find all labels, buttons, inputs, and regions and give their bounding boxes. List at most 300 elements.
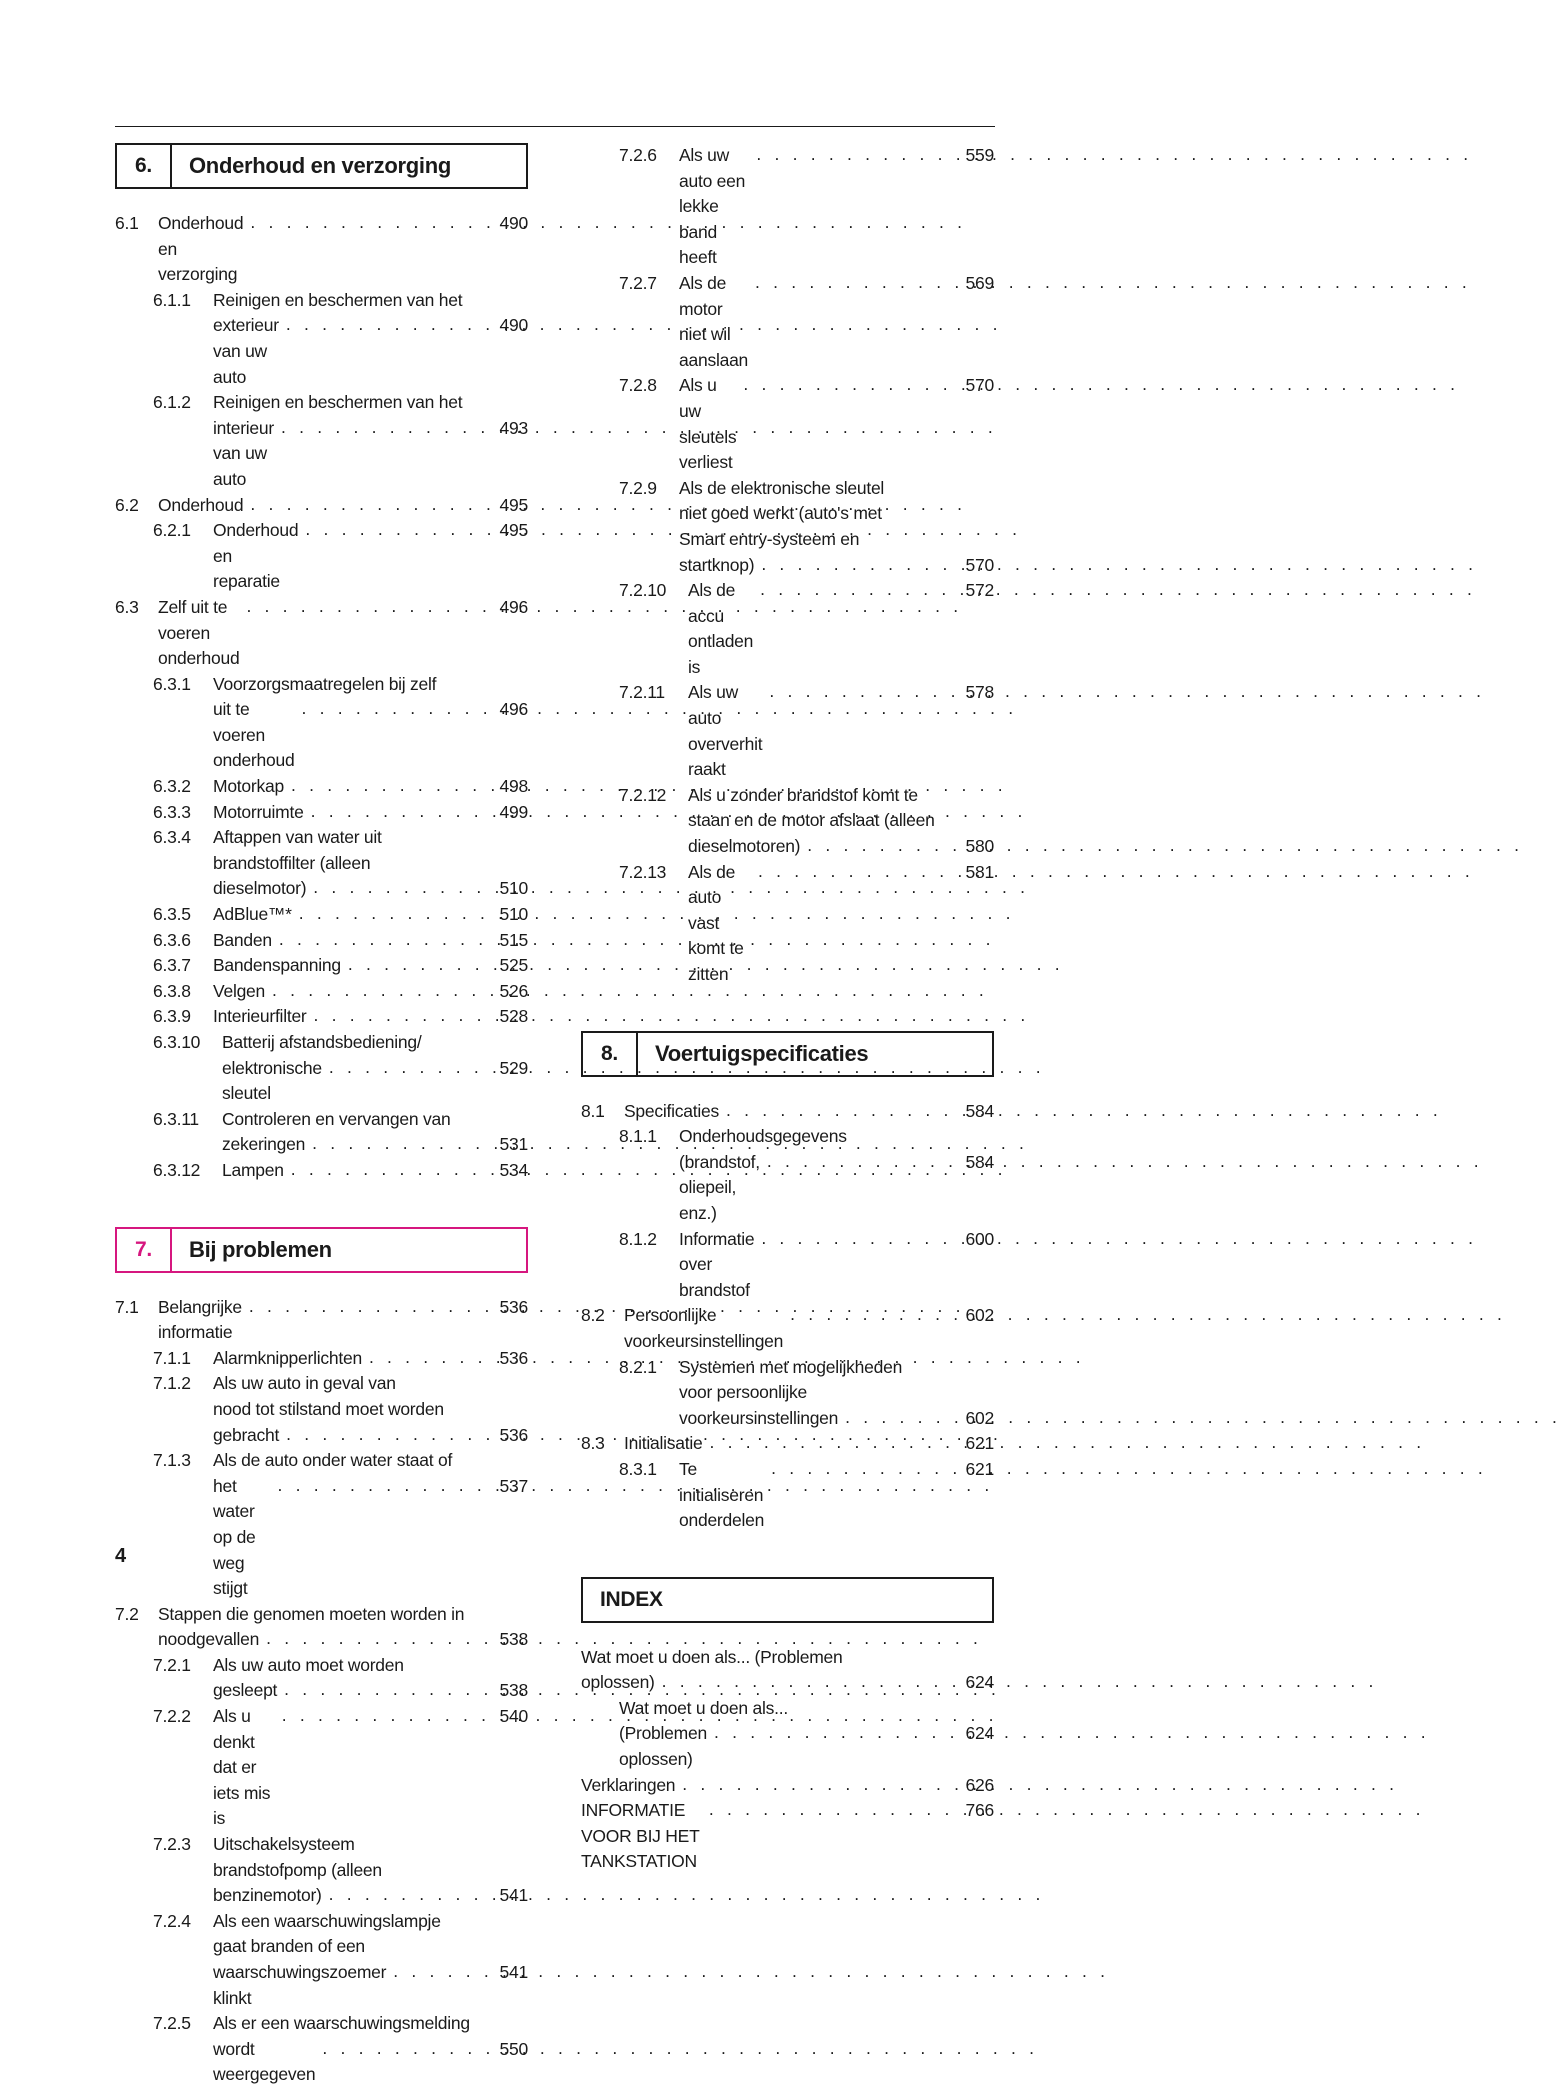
- dot-leader: [709, 1430, 958, 1456]
- toc-entry[interactable]: [115, 1346, 528, 1372]
- toc-entry-number: 6.1: [115, 213, 139, 233]
- toc-page-number: 580: [965, 836, 994, 857]
- toc-entry-line: [213, 876, 528, 902]
- dot-leader: [314, 1003, 492, 1029]
- toc-entry[interactable]: [115, 211, 528, 288]
- toc-entry-number: 6.2: [115, 494, 139, 515]
- toc-entry-label: Interieurfilter: [213, 1006, 307, 1027]
- dot-leader: [756, 142, 958, 168]
- toc-entry-number: 8.3: [581, 1433, 605, 1454]
- toc-entry-number: 6.3.3: [153, 801, 191, 822]
- dot-leader: [771, 1456, 958, 1482]
- toc-entry-label: Zelf uit te voeren onderhoud: [158, 596, 240, 669]
- toc-entry-body: [158, 211, 528, 288]
- toc-entry[interactable]: [115, 672, 528, 774]
- toc-entry[interactable]: [115, 2011, 528, 2088]
- toc-entry-line: [213, 1678, 528, 1704]
- toc-entry-line: [213, 1960, 528, 2011]
- toc-entry-label: Onderhoudsgegevens: [679, 1126, 847, 1147]
- toc-entry-line: [213, 902, 528, 928]
- toc-entry-line: [222, 1132, 528, 1158]
- dot-leader: [755, 270, 958, 296]
- toc-entry-label: Persoonlijke voorkeursinstellingen: [624, 1305, 784, 1351]
- toc-entry-line: [158, 595, 528, 672]
- toc-page-number: 624: [965, 1672, 994, 1693]
- toc-entry-line: [581, 1773, 994, 1799]
- toc-entry[interactable]: [115, 1448, 528, 1602]
- toc-entry-body: [581, 1798, 994, 1875]
- toc-entry-line: [213, 390, 528, 416]
- dot-leader: [767, 1149, 958, 1175]
- dot-leader: [760, 577, 958, 603]
- dot-leader: [393, 1959, 492, 1985]
- toc-page-number: 526: [499, 980, 528, 1001]
- toc-entry[interactable]: [115, 1030, 528, 1107]
- toc-page-number: 600: [965, 1228, 994, 1249]
- toc-entry[interactable]: [115, 1832, 528, 1909]
- dot-leader: [662, 1669, 958, 1695]
- toc-entry-body: [213, 2011, 528, 2088]
- toc-entry[interactable]: [115, 518, 528, 595]
- toc-entry-number: 7.2.10: [619, 580, 667, 601]
- toc-entry-line: [213, 1004, 528, 1030]
- dot-leader: [286, 1422, 492, 1448]
- chapter-title: Bij problemen: [189, 1236, 332, 1262]
- toc-entry[interactable]: [581, 1457, 994, 1534]
- two-column-layout: [115, 143, 995, 2088]
- toc-page-number: 510: [499, 904, 528, 925]
- toc-entry-number: 6.3.5: [153, 904, 191, 925]
- toc-entry-number: 7.2.1: [153, 1654, 191, 1675]
- toc-entry-line: [213, 1653, 528, 1679]
- toc-list: [115, 1295, 528, 2088]
- toc-page-number: 499: [499, 801, 528, 822]
- toc-entry-label: exterieur van uw auto: [213, 315, 284, 387]
- toc-entry-body: [213, 953, 528, 979]
- toc-entry-number: 6.3.7: [153, 955, 191, 976]
- dot-leader: [246, 594, 492, 620]
- dot-leader: [761, 1226, 958, 1252]
- toc-entry-label: benzinemotor): [213, 1885, 322, 1906]
- toc-entry[interactable]: [581, 578, 994, 680]
- toc-entry-body: [213, 1909, 528, 2011]
- toc-entry-line: [213, 2011, 528, 2037]
- toc-entry-label: Onderhoud en reparatie: [213, 520, 303, 592]
- toc-page-number: 496: [499, 596, 528, 617]
- toc-entry-label: startknop): [679, 554, 755, 575]
- toc-entry-line: [222, 1030, 528, 1056]
- toc-entry[interactable]: [115, 493, 528, 519]
- chapter-heading-box[interactable]: [115, 143, 528, 189]
- toc-entry[interactable]: [115, 1909, 528, 2011]
- toc-page-number: 626: [965, 1774, 994, 1795]
- dot-leader: [279, 927, 492, 953]
- toc-entry-body: [688, 680, 994, 782]
- toc-entry-line: [158, 1627, 528, 1653]
- toc-entry-label: oplossen): [581, 1672, 655, 1693]
- toc-entry-label: interieur van uw auto: [213, 417, 279, 489]
- toc-entry[interactable]: [115, 1653, 528, 1704]
- toc-entry-line: [213, 1704, 528, 1832]
- chapter-number: 7.: [117, 1229, 172, 1271]
- chapter-title: Voertuigspecificaties: [655, 1040, 869, 1066]
- toc-entry-number: 7.1.3: [153, 1450, 191, 1471]
- toc-entry-line: [158, 493, 528, 519]
- toc-entry-number: 7.2.6: [619, 145, 657, 165]
- toc-entry-body: [222, 1107, 528, 1158]
- toc-page-number: 766: [965, 1800, 994, 1821]
- toc-entry-label: Controleren en vervangen van: [222, 1108, 451, 1129]
- toc-entry-body: [688, 578, 994, 680]
- toc-entry-label: gaat branden of een: [213, 1936, 365, 1957]
- toc-page-number: 537: [499, 1475, 528, 1496]
- toc-entry-line: [624, 1099, 994, 1125]
- toc-entry[interactable]: [115, 1158, 528, 1184]
- toc-entry-label: nood tot stilstand moet worden: [213, 1398, 444, 1419]
- toc-entry-label: Als u zonder brandstof komt te: [688, 784, 918, 805]
- toc-page-number: 624: [965, 1723, 994, 1744]
- toc-entry-label: Belangrijke informatie: [158, 1296, 247, 1343]
- dot-leader: [369, 1345, 492, 1371]
- toc-entry-line: [213, 672, 528, 698]
- toc-entry-label: Voorzorgsmaatregelen bij zelf: [213, 673, 437, 694]
- toc-entry-line: [213, 518, 528, 595]
- toc-entry[interactable]: [581, 1099, 994, 1125]
- toc-entry[interactable]: [115, 902, 528, 928]
- toc-entry-body: [213, 1704, 528, 1832]
- toc-page-number: 534: [499, 1159, 528, 1180]
- index-title: INDEX: [600, 1587, 663, 1611]
- toc-entry-line: [688, 578, 994, 680]
- toc-page-number: 538: [499, 1680, 528, 1701]
- dot-leader: [758, 859, 958, 885]
- toc-entry[interactable]: [115, 1295, 528, 1346]
- toc-entry[interactable]: [115, 979, 528, 1005]
- toc-entry-label: Als uw auto oververhit raakt: [688, 682, 767, 780]
- toc-entry-label: Bandenspanning: [213, 955, 341, 976]
- toc-entry-body: [624, 1099, 994, 1125]
- toc-entry-line: [213, 1423, 528, 1449]
- toc-entry-number: 7.2.13: [619, 861, 667, 882]
- toc-entry-label: (brandstof, oliepeil, enz.): [679, 1151, 765, 1223]
- dot-leader: [348, 952, 492, 978]
- toc-entry-label: INFORMATIE VOOR BIJ HET TANKSTATION: [581, 1800, 704, 1872]
- toc-entry-number: 7.2.2: [153, 1706, 191, 1727]
- toc-entry[interactable]: [115, 1371, 528, 1448]
- toc-entry-label: gesleept: [213, 1680, 278, 1701]
- toc-entry-number: 8.1.2: [619, 1228, 657, 1249]
- dot-leader: [682, 1772, 958, 1798]
- dot-leader: [807, 833, 958, 859]
- toc-entry-body: [213, 390, 528, 492]
- toc-entry-line: [213, 288, 528, 314]
- toc-entry[interactable]: [581, 1798, 994, 1875]
- dot-leader: [709, 1797, 958, 1823]
- dot-leader: [322, 2036, 492, 2062]
- toc-entry-label: elektronische sleutel: [222, 1057, 327, 1104]
- toc-entry-label: Informatie over brandstof: [679, 1228, 759, 1300]
- toc-page-number: 495: [499, 520, 528, 541]
- toc-entry-label: brandstofpomp (alleen: [213, 1859, 382, 1880]
- toc-entry-line: [213, 953, 528, 979]
- toc-entry[interactable]: [115, 1704, 528, 1832]
- toc-entry-label: gebracht: [213, 1424, 280, 1445]
- toc-entry-label: het water op de weg stijgt: [213, 1475, 261, 1599]
- toc-entry-number: 8.3.1: [619, 1458, 657, 1479]
- toc-entry-label: Als de auto onder water staat of: [213, 1450, 453, 1471]
- toc-entry-line: [688, 680, 994, 782]
- toc-entry-number: 7.2: [115, 1603, 139, 1624]
- dot-leader: [278, 1473, 492, 1499]
- toc-entry-label: Als de accu ontladen is: [688, 580, 758, 677]
- toc-entry[interactable]: [581, 1773, 994, 1799]
- toc-entry-label: zekeringen: [222, 1134, 306, 1155]
- toc-entry-label: Als een waarschuwingslampje: [213, 1910, 441, 1931]
- toc-entry-label: Systemen met mogelijkheden: [679, 1356, 903, 1377]
- toc-entry-label: AdBlue™*: [213, 904, 292, 925]
- dot-leader: [286, 312, 492, 338]
- index-heading-box[interactable]: [581, 1577, 994, 1623]
- toc-page-number: 572: [965, 580, 994, 601]
- toc-entry-label: voorkeursinstellingen: [679, 1407, 839, 1428]
- toc-entry-line: [158, 1602, 528, 1628]
- toc-entry-body: [213, 1653, 528, 1704]
- toc-entry-line: [679, 1227, 994, 1304]
- toc-entry-body: [679, 143, 994, 271]
- toc-page-number: 493: [499, 417, 528, 438]
- chapter-title: Onderhoud en verzorging: [189, 153, 451, 178]
- toc-entry-line: [213, 1397, 528, 1423]
- toc-entry-number: 8.1.1: [619, 1126, 657, 1147]
- toc-page-number: 541: [499, 1962, 528, 1982]
- toc-page-number: 490: [499, 213, 528, 233]
- header-rule: [115, 126, 995, 127]
- toc-page-number: 602: [965, 1305, 994, 1326]
- toc-entry[interactable]: [115, 1602, 528, 1653]
- toc-entry-line: [222, 1158, 528, 1184]
- toc-page-number: 498: [499, 776, 528, 797]
- toc-entry-line: [679, 553, 994, 579]
- toc-entry-label: Onderhoud: [158, 494, 244, 515]
- toc-page-number: 536: [499, 1424, 528, 1445]
- toc-entry-line: [213, 313, 528, 390]
- toc-entry[interactable]: [115, 953, 528, 979]
- toc-entry-body: [213, 1346, 528, 1372]
- chapter-heading-box[interactable]: [115, 1227, 528, 1273]
- toc-entry-label: Specificaties: [624, 1100, 719, 1121]
- toc-entry-number: 6.3: [115, 596, 139, 617]
- toc-entry-label: voor persoonlijke: [679, 1382, 808, 1403]
- toc-entry-body: [679, 1457, 994, 1534]
- toc-page-number: 570: [965, 554, 994, 575]
- toc-entry-number: 8.2.1: [619, 1356, 657, 1377]
- toc-entry-line: [213, 2037, 528, 2088]
- dot-leader: [291, 773, 492, 799]
- toc-entry-line: [213, 697, 528, 774]
- toc-entry-number: 8.1: [581, 1100, 605, 1121]
- dot-leader: [249, 1294, 492, 1320]
- toc-page-number: 528: [499, 1006, 528, 1027]
- toc-entry-label: Uitschakelsysteem: [213, 1834, 355, 1855]
- toc-entry-number: 7.2.3: [153, 1834, 191, 1855]
- toc-page-number: 559: [965, 145, 994, 165]
- toc-entry-number: 7.2.7: [619, 272, 657, 293]
- toc-entry-number: 6.1.2: [153, 392, 191, 413]
- toc-entry-label: Als de motor niet wil aanslaan: [679, 272, 749, 370]
- toc-entry-line: [213, 1858, 528, 1884]
- toc-entry[interactable]: [581, 1227, 994, 1304]
- toc-entry[interactable]: [115, 288, 528, 390]
- toc-entry-number: 6.3.4: [153, 827, 191, 848]
- dot-leader: [769, 679, 958, 705]
- toc-page-number: 529: [499, 1057, 528, 1078]
- toc-entry-line: [213, 1934, 528, 1960]
- toc-entry-body: [213, 1371, 528, 1448]
- toc-entry-number: 7.2.11: [619, 682, 665, 703]
- toc-entry-number: 6.3.11: [153, 1108, 199, 1129]
- toc-entry-body: [213, 288, 528, 390]
- toc-entry-number: 6.3.12: [153, 1159, 201, 1180]
- toc-entry-line: [581, 1645, 994, 1671]
- toc-entry-label: Smart entry-systeem en: [679, 528, 860, 549]
- toc-entry[interactable]: [115, 595, 528, 672]
- toc-entry-label: waarschuwingszoemer klinkt: [213, 1962, 391, 2008]
- toc-entry-label: noodgevallen: [158, 1629, 260, 1650]
- toc-entry[interactable]: [581, 680, 994, 782]
- toc-entry-label: Te initialiseren onderdelen: [679, 1458, 768, 1531]
- toc-entry-label: Wat moet u doen als...: [619, 1697, 788, 1718]
- toc-entry-label: Als u denkt dat er iets mis is: [213, 1706, 275, 1829]
- toc-page-number: 538: [499, 1629, 528, 1650]
- toc-entry-number: 7.2.5: [153, 2013, 191, 2034]
- toc-entry-body: [213, 825, 528, 902]
- toc-page-number: 515: [499, 929, 528, 950]
- toc-entry-label: Aftappen van water uit: [213, 827, 382, 848]
- toc-entry-label: dieselmotor): [213, 878, 307, 899]
- toc-entry-line: [213, 416, 528, 493]
- toc-entry-number: 7.1.1: [153, 1347, 191, 1368]
- toc-entry-body: [213, 902, 528, 928]
- toc-entry-body: [213, 800, 528, 826]
- toc-entry-body: [213, 979, 528, 1005]
- toc-entry-body: [213, 518, 528, 595]
- toc-page-number: 578: [965, 682, 994, 703]
- toc-entry[interactable]: [115, 774, 528, 800]
- toc-entry-body: [581, 1773, 994, 1799]
- toc-page-number: 536: [499, 1347, 528, 1368]
- toc-entry-label: dieselmotoren): [688, 836, 801, 857]
- toc-entry-label: niet goed werkt (auto's met: [679, 503, 882, 524]
- toc-entry-line: [679, 1380, 994, 1406]
- toc-entry-line: [679, 1457, 994, 1534]
- toc-entry-label: brandstoffilter (alleen: [213, 852, 371, 873]
- toc-entry-line: [213, 979, 528, 1005]
- toc-entry-line: [158, 1295, 528, 1346]
- toc-entry-number: 6.2.1: [153, 520, 191, 541]
- toc-entry-body: [213, 1004, 528, 1030]
- toc-entry[interactable]: [115, 1004, 528, 1030]
- toc-entry-line: [213, 1474, 528, 1602]
- toc-entry[interactable]: [115, 800, 528, 826]
- toc-entry-number: 7.2.8: [619, 375, 657, 396]
- toc-page-number: 536: [499, 1296, 528, 1317]
- toc-entry-label: Wat moet u doen als... (Problemen: [581, 1646, 843, 1667]
- toc-entry-number: 8.2: [581, 1305, 605, 1326]
- toc-entry-line: [213, 928, 528, 954]
- toc-entry-body: [222, 1030, 528, 1107]
- toc-page-number: 621: [965, 1458, 994, 1479]
- toc-entry-body: [213, 672, 528, 774]
- toc-entry-label: Als u uw sleutels verliest: [679, 375, 741, 473]
- toc-entry-body: [213, 928, 528, 954]
- dot-leader: [714, 1720, 958, 1746]
- toc-entry-line: [213, 774, 528, 800]
- toc-page-number: 570: [965, 375, 994, 396]
- toc-page-number: 602: [965, 1407, 994, 1428]
- toc-entry-line: [213, 1346, 528, 1372]
- toc-entry-body: [213, 774, 528, 800]
- toc-entry-label: Als uw auto in geval van: [213, 1373, 396, 1394]
- toc-page-number: 495: [499, 494, 528, 515]
- left-column: [115, 143, 528, 2088]
- toc-entry[interactable]: [581, 143, 994, 271]
- toc-entry-line: [213, 1909, 528, 1935]
- toc-entry-number: 6.3.2: [153, 776, 191, 797]
- toc-entry-number: 7.2.12: [619, 784, 667, 805]
- toc-entry-line: [158, 211, 528, 288]
- dot-leader: [266, 1626, 492, 1652]
- toc-page-number: 531: [499, 1134, 528, 1155]
- toc-entry-line: [222, 1056, 528, 1107]
- toc-entry-line: [213, 800, 528, 826]
- toc-entry-body: [222, 1158, 528, 1184]
- dot-leader: [313, 875, 492, 901]
- toc-entry-line: [619, 1721, 994, 1772]
- toc-page-number: 496: [499, 699, 528, 720]
- toc-entry[interactable]: [115, 390, 528, 492]
- toc-page-number: 540: [499, 1706, 528, 1727]
- toc-entry-number: 6.1.1: [153, 289, 191, 310]
- toc-page-number: 584: [965, 1151, 994, 1172]
- toc-entry-number: 6.3.1: [153, 673, 191, 694]
- toc-entry-body: [158, 1295, 528, 1346]
- toc-entry-line: [213, 851, 528, 877]
- toc-entry[interactable]: [115, 928, 528, 954]
- toc-entry-label: Stappen die genomen moeten worden in: [158, 1603, 465, 1624]
- toc-page-number: 569: [965, 272, 994, 293]
- toc-entry[interactable]: [115, 1107, 528, 1158]
- toc-entry-number: 6.3.10: [153, 1032, 201, 1052]
- toc-entry-number: 6.3.9: [153, 1006, 191, 1027]
- toc-entry-label: Reinigen en beschermen van het: [213, 289, 463, 310]
- dot-leader: [329, 1055, 492, 1081]
- toc-entry-label: Reinigen en beschermen van het: [213, 392, 463, 413]
- toc-entry-line: [213, 1883, 528, 1909]
- toc-entry-label: Verklaringen: [581, 1774, 676, 1795]
- toc-entry[interactable]: [115, 825, 528, 902]
- toc-entry-number: 6.3.6: [153, 929, 191, 950]
- toc-entry-line: [679, 143, 994, 271]
- dot-leader: [250, 210, 492, 236]
- toc-page-number: 584: [965, 1100, 994, 1121]
- chapter-number: 6.: [117, 145, 172, 187]
- dot-leader: [790, 1302, 958, 1328]
- toc-entry-line: [213, 1448, 528, 1474]
- toc-page-number: 581: [965, 861, 994, 882]
- toc-entry-label: Als er een waarschuwingsmelding: [213, 2013, 470, 2034]
- toc-entry-body: [213, 1448, 528, 1602]
- toc-entry-label: uit te voeren onderhoud: [213, 699, 295, 771]
